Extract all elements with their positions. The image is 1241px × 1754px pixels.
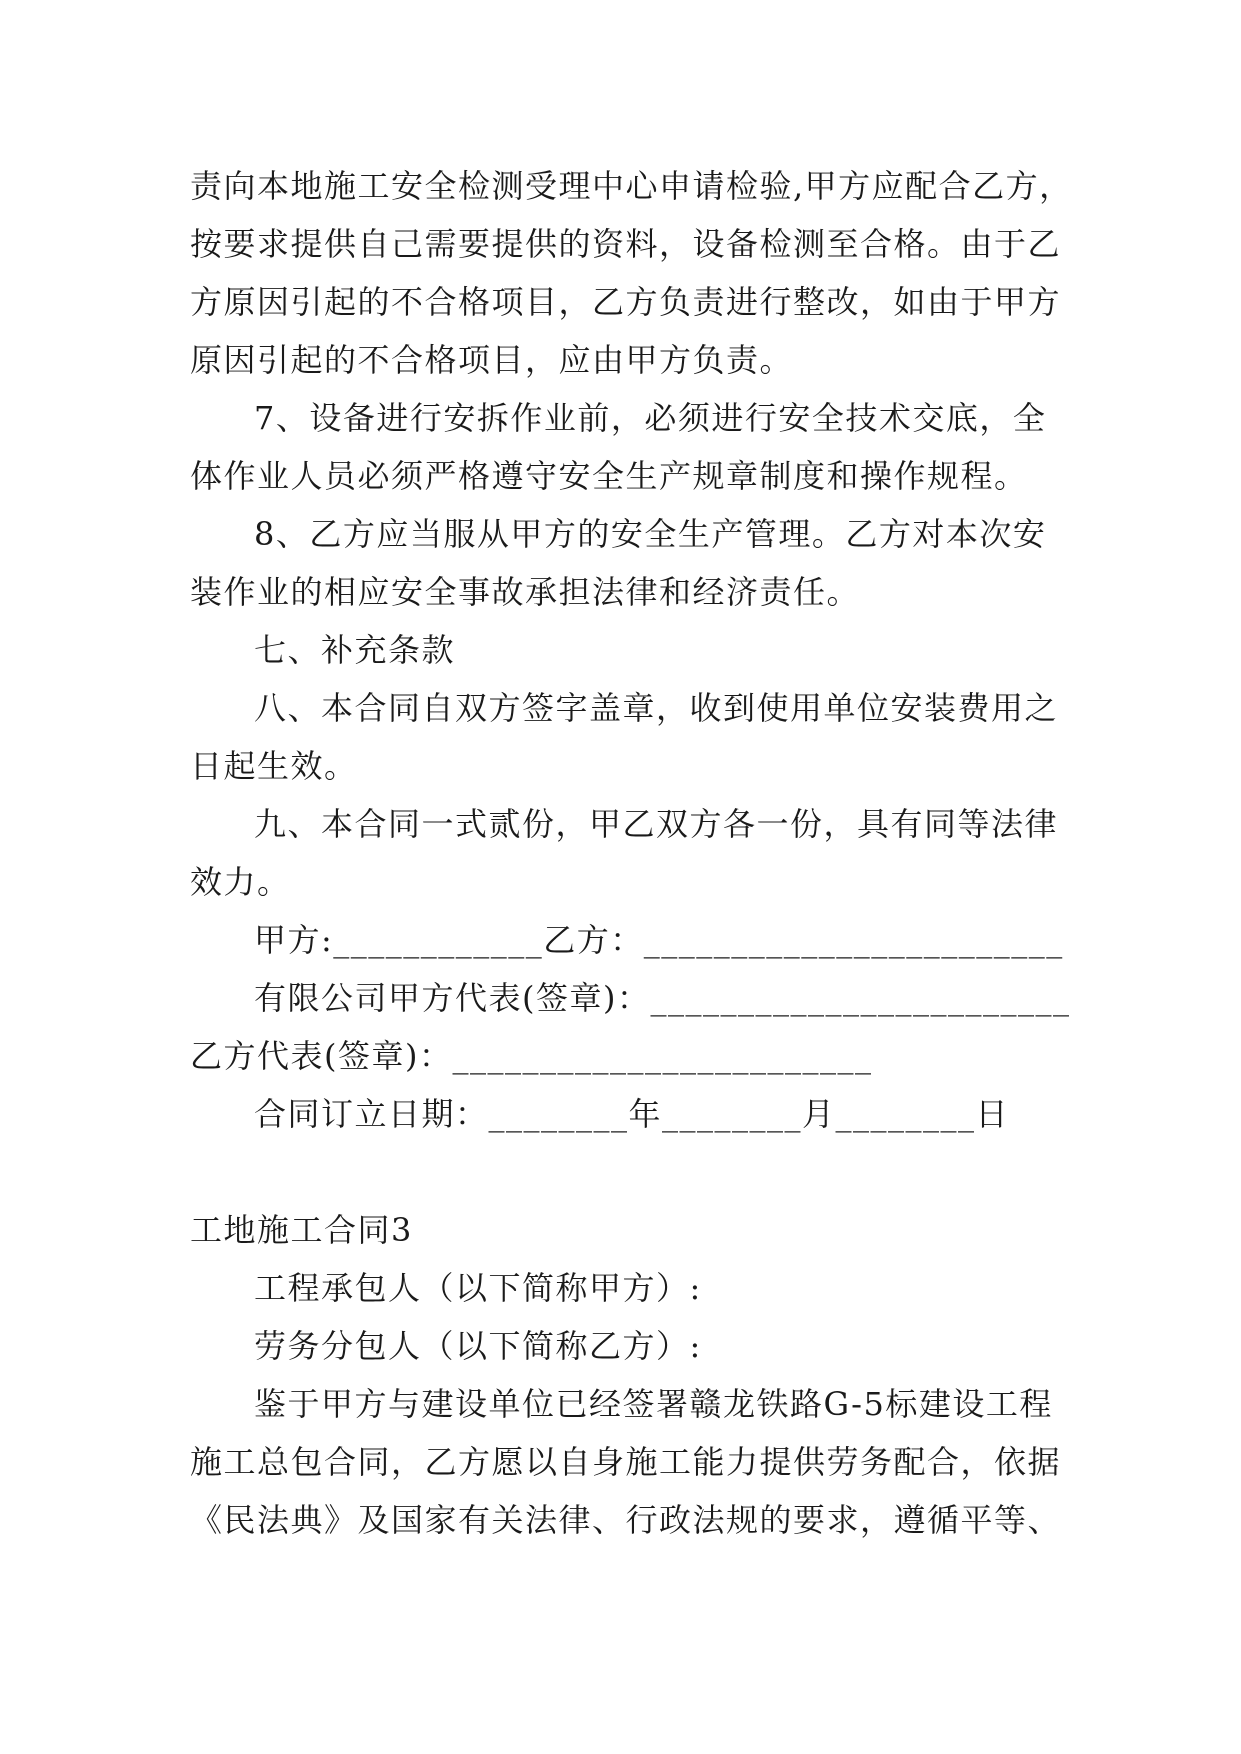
paragraph-line: 效力。 [190,863,291,901]
paragraph-line: 工程承包人（以下简称甲方）: [254,1269,702,1307]
paragraph-line: 日起生效。 [190,747,358,785]
paragraph-line: 责向本地施工安全检测受理中心申请检验,甲方应配合乙方， [190,167,1073,205]
paragraph-line: 7、设备进行安拆作业前，必须进行安全技术交底，全 [254,399,1047,437]
paragraph-line: 按要求提供自己需要提供的资料，设备检测至合格。由于乙 [190,225,1062,263]
signature-line: 有限公司甲方代表(签章)：________________________ [254,979,1071,1017]
paragraph-line: 鉴于甲方与建设单位已经签署赣龙铁路G-5标建设工程 [254,1385,1053,1423]
paragraph-line: 方原因引起的不合格项目，乙方负责进行整改，如由于甲方 [190,283,1062,321]
paragraph-line: 劳务分包人（以下简称乙方）: [254,1327,702,1365]
contract-title: 工地施工合同3 [190,1211,413,1249]
paragraph-line: 八、本合同自双方签字盖章，收到使用单位安装费用之 [254,689,1059,727]
signature-line: 乙方代表(签章)：________________________ [190,1037,873,1075]
paragraph-line: 体作业人员必须严格遵守安全生产规章制度和操作规程。 [190,457,1028,495]
date-line: 合同订立日期：________年________月________日 [254,1095,1010,1133]
paragraph-line: 九、本合同一式贰份，甲乙双方各一份，具有同等法律 [254,805,1059,843]
paragraph-line: 装作业的相应安全事故承担法律和经济责任。 [190,573,861,611]
paragraph-line: 《民法典》及国家有关法律、行政法规的要求，遵循平等、 [190,1501,1062,1539]
paragraph-line: 施工总包合同，乙方愿以自身施工能力提供劳务配合，依据 [190,1443,1062,1481]
paragraph-line: 8、乙方应当服从甲方的安全生产管理。乙方对本次安 [254,515,1047,553]
section-heading: 七、补充条款 [254,631,456,669]
paragraph-line: 原因引起的不合格项目，应由甲方负责。 [190,341,794,379]
signature-line: 甲方:____________乙方：________________________ [254,921,1064,959]
